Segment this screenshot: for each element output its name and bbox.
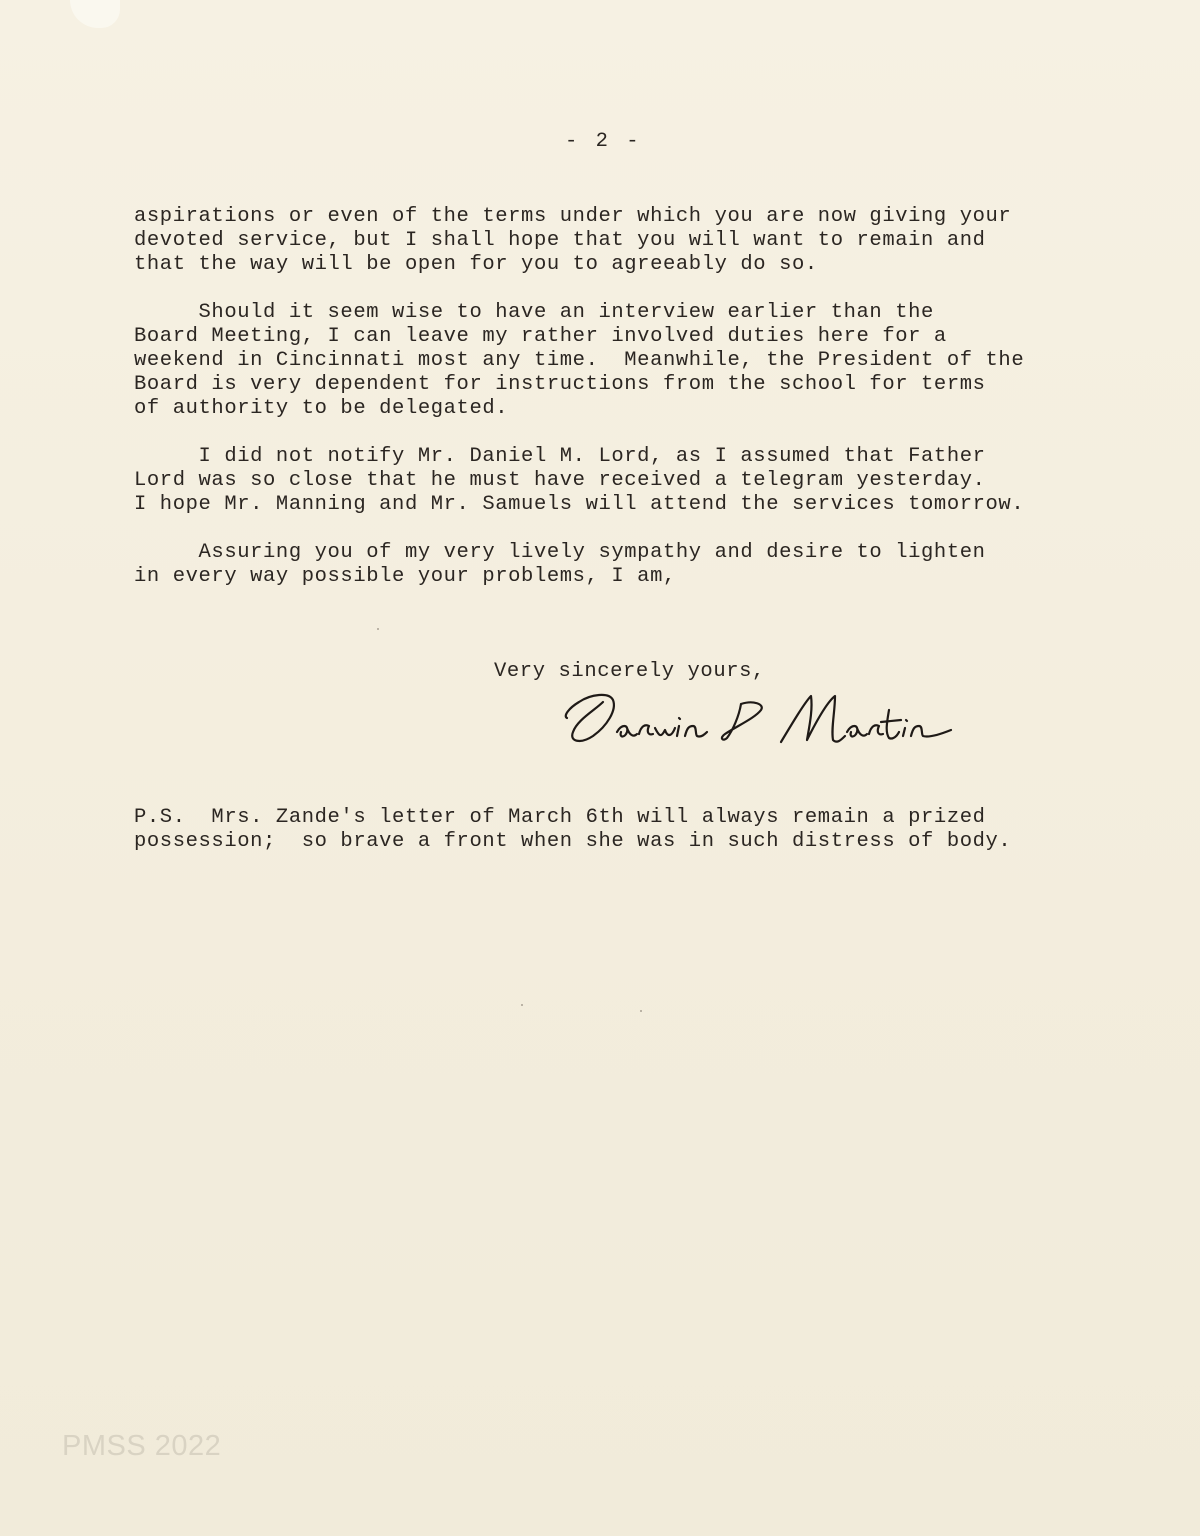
paragraph-1 <box>134 205 1144 277</box>
paragraph-3 <box>134 445 1144 517</box>
paragraph-4 <box>134 541 1144 589</box>
paragraph-line: devoted service, but I shall hope that you will want to remain and <box>134 229 986 252</box>
paper-speck <box>377 628 379 630</box>
paragraph-line: Lord was so close that he must have received a telegram yesterday. <box>134 469 986 492</box>
paragraph-line: Board Meeting, I can leave my rather involved duties here for a <box>134 325 947 348</box>
paragraph-line: I did not notify Mr. Daniel M. Lord, as I assumed that Father <box>134 445 986 468</box>
paragraph-line: Should it seem wise to have an interview earlier than the <box>134 301 934 324</box>
paper-speck <box>640 1010 642 1012</box>
paragraph-line: weekend in Cincinnati most any time. Meanwhile, the President of the <box>134 349 1025 372</box>
paragraph-line: of authority to be delegated. <box>134 397 509 420</box>
paper-corner-damage <box>70 0 120 28</box>
paragraph-line: I hope Mr. Manning and Mr. Samuels will attend the services tomorrow. <box>134 493 1025 516</box>
paragraph-line: in every way possible your problems, I am, <box>134 565 676 588</box>
paper-speck <box>521 1004 523 1006</box>
paragraph-line: that the way will be open for you to agreeably do so. <box>134 253 818 276</box>
postscript <box>134 806 1144 854</box>
page-number: - 2 - <box>565 130 642 153</box>
paragraph-line: Board is very dependent for instructions from the school for terms <box>134 373 986 396</box>
closing-salutation: Very sincerely yours, <box>494 660 765 683</box>
archive-watermark: PMSS 2022 <box>62 1430 222 1462</box>
postscript-line: possession; so brave a front when she was in such distress of body. <box>134 830 1012 853</box>
paragraph-2 <box>134 301 1144 421</box>
postscript-line: P.S. Mrs. Zande's letter of March 6th will always remain a prized <box>134 806 986 829</box>
paragraph-line: aspirations or even of the terms under which you are now giving your <box>134 205 1012 228</box>
handwritten-signature <box>555 680 975 770</box>
paragraph-line: Assuring you of my very lively sympathy and desire to lighten <box>134 541 986 564</box>
